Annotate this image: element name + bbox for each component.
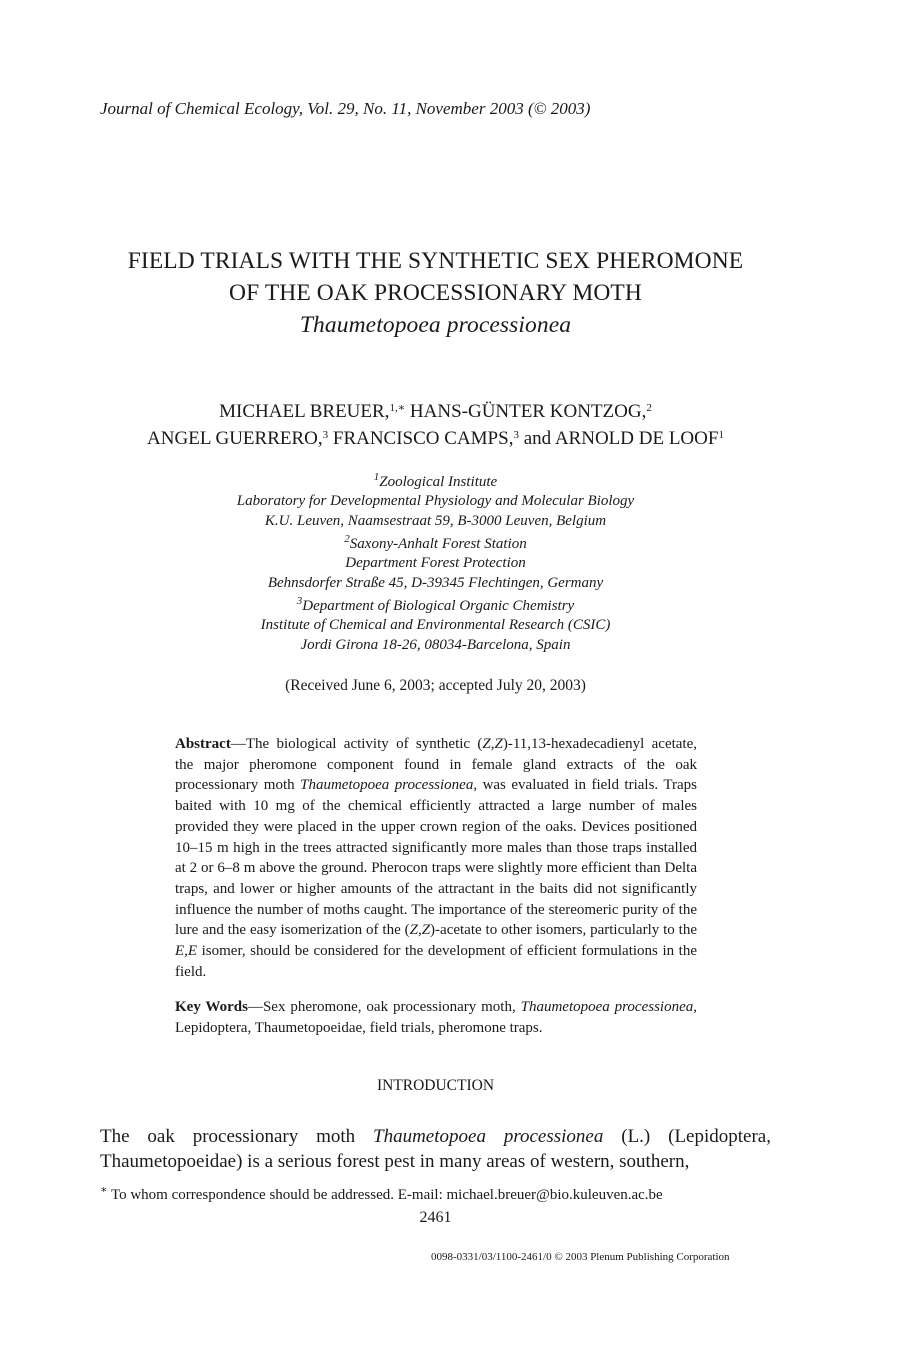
abstract: [175, 734, 697, 982]
keywords-species: Thaumetopoea processionea: [520, 999, 694, 1015]
affiliation-line: Department Forest Protection: [345, 555, 526, 572]
correspondence-footnote: [100, 1184, 663, 1204]
affiliation-line: Institute of Chemical and Environmental Research (CSIC): [260, 617, 611, 634]
section-heading-introduction: INTRODUCTION: [376, 1077, 495, 1094]
author-name: and ARNOLD DE LOOF: [518, 428, 719, 449]
footnote-mark: ∗: [100, 1184, 108, 1196]
affiliation-line: K.U. Leuven, Naamsestraat 59, B-3000 Leuven, Belgium: [264, 512, 607, 529]
abstract-text: , was evaluated in field trials. Traps baited with 10 mg of the chemical efficiently attracted a large number of males provided they were placed in the upper crown region of the oaks. Devices positioned 10–15 m high in the trees attracted significantly more males than those traps installed at 2 or 6–8 m above the ground. Pherocon traps were slightly more efficient than Delta traps, and lower or higher amounts of the attractant in the baits did not significantly influence the number of moths caught. The importance of the stereomeric purity of the lure and the easy isomerization of the (: [175, 777, 698, 939]
body-text: The oak processionary moth: [100, 1126, 374, 1147]
authors-line-1: [0, 401, 871, 423]
author-affil-mark: 1: [718, 429, 724, 441]
keywords-label: Key Words: [175, 999, 248, 1015]
abstract-text: isomer, should be considered for the development of efficient formulations in the field.: [175, 943, 697, 980]
author-affil-mark: 3: [322, 429, 329, 441]
abstract-text: )-acetate to other isomers, particularly to the: [430, 922, 697, 939]
title-line-2: OF THE OAK PROCESSIONARY MOTH: [229, 280, 642, 306]
affiliation-mark: 3: [296, 595, 303, 607]
affiliation-line: Saxony-Anhalt Forest Station: [349, 536, 527, 552]
affiliation-line: Laboratory for Developmental Physiology and Molecular Biology: [236, 493, 635, 510]
affiliation-3: [0, 597, 871, 655]
journal-header: Journal of Chemical Ecology, Vol. 29, No. 11, November 2003 (© 2003): [100, 99, 591, 118]
author-name: FRANCISCO CAMPS,: [328, 428, 514, 449]
affiliation-mark: 2: [344, 533, 350, 545]
author-name: ANGEL GUERRERO,: [147, 428, 323, 449]
footnote-text: To whom correspondence should be addressed. E-mail: michael.breuer@bio.kuleuven.ac.be: [107, 1187, 663, 1203]
abstract-isomer: Z,Z: [409, 922, 431, 939]
authors-line-2: [0, 428, 871, 450]
key-words: [175, 997, 697, 1038]
author-affil-mark: 1,∗: [389, 402, 406, 414]
body-text: (L.) (Lepidoptera, Thaumetopoeidae) is a serious forest pest in many areas of western, southern,: [100, 1126, 771, 1172]
abstract-label: Abstract: [175, 736, 231, 752]
affiliation-line: Zoological Institute: [379, 474, 498, 490]
author-affil-mark: 2: [646, 402, 652, 414]
page-number: 2461: [419, 1209, 452, 1226]
affiliation-2: [0, 535, 871, 593]
abstract-isomer: Z,Z: [482, 736, 503, 752]
affiliation-mark: 1: [373, 471, 380, 483]
copyright-line: 0098-0331/03/1100-2461/0 © 2003 Plenum Publishing Corporation: [431, 1251, 730, 1263]
introduction-paragraph: [100, 1124, 771, 1174]
keywords-text: —Sex pheromone, oak processionary moth,: [247, 999, 521, 1015]
keywords-text: , Lepidoptera, Thaumetopoeidae, field trials, pheromone traps.: [175, 999, 697, 1036]
abstract-isomer: E,E: [175, 943, 198, 960]
author-affil-mark: 3: [513, 429, 519, 441]
author-name: HANS-GÜNTER KONTZOG,: [405, 401, 647, 422]
abstract-text: )-11,13-hexadecadienyl acetate, the major pheromone component found in female gland extracts of the oak processionary moth: [175, 736, 698, 794]
author-name: MICHAEL BREUER,: [219, 401, 390, 422]
affiliation-line: Jordi Girona 18-26, 08034-Barcelona, Spain: [300, 636, 571, 653]
received-dates: (Received June 6, 2003; accepted July 20, 2003): [285, 677, 586, 694]
abstract-text: —The biological activity of synthetic (: [230, 736, 483, 752]
affiliation-line: Behnsdorfer Straße 45, D-39345 Flechtingen, Germany: [267, 574, 604, 591]
affiliation-line: Department of Biological Organic Chemistry: [302, 598, 575, 614]
title-line-1: FIELD TRIALS WITH THE SYNTHETIC SEX PHEROMONE: [127, 248, 744, 274]
body-species: Thaumetopoea processionea: [373, 1126, 604, 1147]
title-species: Thaumetopoea processionea: [299, 312, 572, 338]
affiliation-1: [0, 473, 871, 531]
abstract-species: Thaumetopoea processionea: [300, 777, 474, 794]
